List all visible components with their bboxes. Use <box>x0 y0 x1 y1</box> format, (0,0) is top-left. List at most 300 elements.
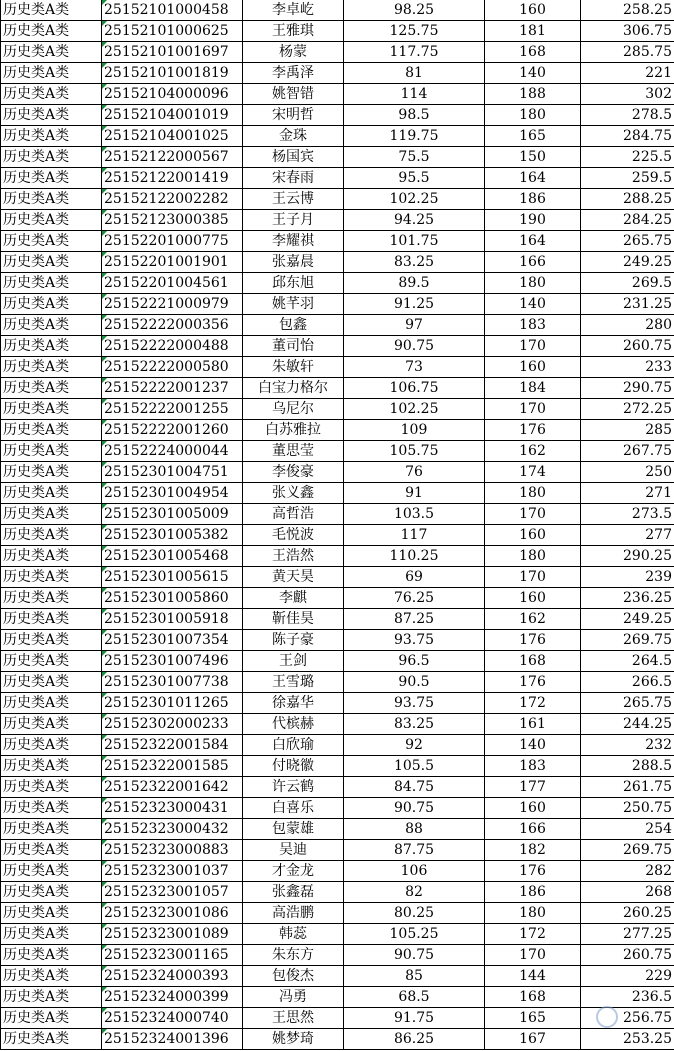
category-cell[interactable]: 历史类A类 <box>1 483 102 504</box>
name-cell[interactable]: 邱东旭 <box>243 273 344 294</box>
total-cell[interactable]: 232 <box>581 735 674 756</box>
name-cell[interactable]: 高浩鹏 <box>243 903 344 924</box>
category-cell[interactable]: 历史类A类 <box>1 819 102 840</box>
name-cell[interactable]: 姚芊羽 <box>243 294 344 315</box>
exam-id-cell[interactable]: 25152301005615 <box>102 567 243 588</box>
total-cell[interactable]: 249.25 <box>581 609 674 630</box>
total-cell[interactable]: 249.25 <box>581 252 674 273</box>
category-cell[interactable]: 历史类A类 <box>1 861 102 882</box>
score-cell[interactable]: 98.25 <box>344 0 485 21</box>
score-cell[interactable]: 91.25 <box>344 294 485 315</box>
name-cell[interactable]: 白欣瑜 <box>243 735 344 756</box>
total-cell[interactable]: 285 <box>581 420 674 441</box>
exam-id-cell[interactable]: 25152322001642 <box>102 777 243 798</box>
total-cell[interactable]: 290.25 <box>581 546 674 567</box>
name-cell[interactable]: 陈子豪 <box>243 630 344 651</box>
score-cell[interactable]: 76 <box>344 462 485 483</box>
bonus-cell[interactable]: 168 <box>485 987 581 1008</box>
total-cell[interactable]: 260.75 <box>581 336 674 357</box>
bonus-cell[interactable]: 160 <box>485 357 581 378</box>
bonus-cell[interactable]: 182 <box>485 840 581 861</box>
score-cell[interactable]: 102.25 <box>344 399 485 420</box>
score-cell[interactable]: 87.75 <box>344 840 485 861</box>
bonus-cell[interactable]: 186 <box>485 189 581 210</box>
exam-id-cell[interactable]: 25152301005382 <box>102 525 243 546</box>
total-cell[interactable]: 285.75 <box>581 42 674 63</box>
name-cell[interactable]: 冯勇 <box>243 987 344 1008</box>
category-cell[interactable]: 历史类A类 <box>1 546 102 567</box>
score-cell[interactable]: 110.25 <box>344 546 485 567</box>
name-cell[interactable]: 白苏雅拉 <box>243 420 344 441</box>
score-cell[interactable]: 90.75 <box>344 798 485 819</box>
bonus-cell[interactable]: 176 <box>485 630 581 651</box>
exam-id-cell[interactable]: 25152301004954 <box>102 483 243 504</box>
total-cell[interactable]: 221 <box>581 63 674 84</box>
total-cell[interactable]: 236.5 <box>581 987 674 1008</box>
bonus-cell[interactable]: 150 <box>485 147 581 168</box>
name-cell[interactable]: 乌尼尔 <box>243 399 344 420</box>
name-cell[interactable]: 王雪璐 <box>243 672 344 693</box>
name-cell[interactable]: 金珠 <box>243 126 344 147</box>
total-cell[interactable]: 269.75 <box>581 840 674 861</box>
total-cell[interactable]: 269.75 <box>581 630 674 651</box>
score-cell[interactable]: 68.5 <box>344 987 485 1008</box>
category-cell[interactable]: 历史类A类 <box>1 525 102 546</box>
bonus-cell[interactable]: 166 <box>485 252 581 273</box>
name-cell[interactable]: 王子月 <box>243 210 344 231</box>
total-cell[interactable]: 290.75 <box>581 378 674 399</box>
score-cell[interactable]: 85 <box>344 966 485 987</box>
score-cell[interactable]: 117.75 <box>344 42 485 63</box>
total-cell[interactable]: 266.5 <box>581 672 674 693</box>
name-cell[interactable]: 张嘉晨 <box>243 252 344 273</box>
bonus-cell[interactable]: 181 <box>485 21 581 42</box>
total-cell[interactable]: 231.25 <box>581 294 674 315</box>
score-cell[interactable]: 82 <box>344 882 485 903</box>
score-cell[interactable]: 93.75 <box>344 693 485 714</box>
total-cell[interactable]: 260.25 <box>581 903 674 924</box>
category-cell[interactable]: 历史类A类 <box>1 210 102 231</box>
bonus-cell[interactable]: 183 <box>485 756 581 777</box>
score-cell[interactable]: 88 <box>344 819 485 840</box>
score-cell[interactable]: 125.75 <box>344 21 485 42</box>
bonus-cell[interactable]: 165 <box>485 126 581 147</box>
exam-id-cell[interactable]: 25152324000399 <box>102 987 243 1008</box>
exam-id-cell[interactable]: 25152122002282 <box>102 189 243 210</box>
total-cell[interactable]: 256.75 <box>581 1008 674 1029</box>
bonus-cell[interactable]: 164 <box>485 168 581 189</box>
category-cell[interactable]: 历史类A类 <box>1 399 102 420</box>
total-cell[interactable]: 284.75 <box>581 126 674 147</box>
name-cell[interactable]: 包鑫 <box>243 315 344 336</box>
score-cell[interactable]: 94.25 <box>344 210 485 231</box>
bonus-cell[interactable]: 172 <box>485 924 581 945</box>
name-cell[interactable]: 王雅琪 <box>243 21 344 42</box>
bonus-cell[interactable]: 180 <box>485 483 581 504</box>
category-cell[interactable]: 历史类A类 <box>1 903 102 924</box>
total-cell[interactable]: 236.25 <box>581 588 674 609</box>
total-cell[interactable]: 282 <box>581 861 674 882</box>
bonus-cell[interactable]: 160 <box>485 588 581 609</box>
name-cell[interactable]: 付晓徽 <box>243 756 344 777</box>
name-cell[interactable]: 王云博 <box>243 189 344 210</box>
total-cell[interactable]: 229 <box>581 966 674 987</box>
name-cell[interactable]: 姚梦琦 <box>243 1029 344 1050</box>
category-cell[interactable]: 历史类A类 <box>1 441 102 462</box>
category-cell[interactable]: 历史类A类 <box>1 672 102 693</box>
total-cell[interactable]: 244.25 <box>581 714 674 735</box>
total-cell[interactable]: 302 <box>581 84 674 105</box>
name-cell[interactable]: 许云鹤 <box>243 777 344 798</box>
exam-id-cell[interactable]: 25152323001037 <box>102 861 243 882</box>
total-cell[interactable]: 268 <box>581 882 674 903</box>
bonus-cell[interactable]: 184 <box>485 378 581 399</box>
score-cell[interactable]: 95.5 <box>344 168 485 189</box>
score-cell[interactable]: 90.75 <box>344 945 485 966</box>
category-cell[interactable]: 历史类A类 <box>1 378 102 399</box>
total-cell[interactable]: 250.75 <box>581 798 674 819</box>
name-cell[interactable]: 包俊杰 <box>243 966 344 987</box>
total-cell[interactable]: 271 <box>581 483 674 504</box>
score-cell[interactable]: 106 <box>344 861 485 882</box>
total-cell[interactable]: 273.5 <box>581 504 674 525</box>
name-cell[interactable]: 韩蕊 <box>243 924 344 945</box>
exam-id-cell[interactable]: 25152323001089 <box>102 924 243 945</box>
total-cell[interactable]: 250 <box>581 462 674 483</box>
bonus-cell[interactable]: 168 <box>485 42 581 63</box>
score-cell[interactable]: 117 <box>344 525 485 546</box>
score-cell[interactable]: 76.25 <box>344 588 485 609</box>
category-cell[interactable]: 历史类A类 <box>1 63 102 84</box>
category-cell[interactable]: 历史类A类 <box>1 84 102 105</box>
bonus-cell[interactable]: 188 <box>485 84 581 105</box>
bonus-cell[interactable]: 162 <box>485 441 581 462</box>
score-cell[interactable]: 103.5 <box>344 504 485 525</box>
category-cell[interactable]: 历史类A类 <box>1 420 102 441</box>
score-cell[interactable]: 90.5 <box>344 672 485 693</box>
name-cell[interactable]: 王浩然 <box>243 546 344 567</box>
total-cell[interactable]: 277.25 <box>581 924 674 945</box>
total-cell[interactable]: 265.75 <box>581 693 674 714</box>
category-cell[interactable]: 历史类A类 <box>1 651 102 672</box>
category-cell[interactable]: 历史类A类 <box>1 252 102 273</box>
score-cell[interactable]: 93.75 <box>344 630 485 651</box>
category-cell[interactable]: 历史类A类 <box>1 168 102 189</box>
category-cell[interactable]: 历史类A类 <box>1 1008 102 1029</box>
exam-id-cell[interactable]: 25152222000580 <box>102 357 243 378</box>
exam-id-cell[interactable]: 25152201001901 <box>102 252 243 273</box>
bonus-cell[interactable]: 161 <box>485 714 581 735</box>
exam-id-cell[interactable]: 25152301007354 <box>102 630 243 651</box>
exam-id-cell[interactable]: 25152322001585 <box>102 756 243 777</box>
bonus-cell[interactable]: 180 <box>485 546 581 567</box>
bonus-cell[interactable]: 160 <box>485 525 581 546</box>
exam-id-cell[interactable]: 25152122000567 <box>102 147 243 168</box>
score-cell[interactable]: 75.5 <box>344 147 485 168</box>
name-cell[interactable]: 姚智错 <box>243 84 344 105</box>
exam-id-cell[interactable]: 25152222000488 <box>102 336 243 357</box>
exam-id-cell[interactable]: 25152323001165 <box>102 945 243 966</box>
score-cell[interactable]: 114 <box>344 84 485 105</box>
total-cell[interactable]: 264.5 <box>581 651 674 672</box>
score-cell[interactable]: 105.75 <box>344 441 485 462</box>
exam-id-cell[interactable]: 25152301011265 <box>102 693 243 714</box>
category-cell[interactable]: 历史类A类 <box>1 504 102 525</box>
category-cell[interactable]: 历史类A类 <box>1 966 102 987</box>
category-cell[interactable]: 历史类A类 <box>1 798 102 819</box>
exam-id-cell[interactable]: 25152323000883 <box>102 840 243 861</box>
score-cell[interactable]: 91 <box>344 483 485 504</box>
bonus-cell[interactable]: 170 <box>485 567 581 588</box>
exam-id-cell[interactable]: 25152222000356 <box>102 315 243 336</box>
exam-id-cell[interactable]: 25152104001019 <box>102 105 243 126</box>
score-cell[interactable]: 98.5 <box>344 105 485 126</box>
name-cell[interactable]: 杨国宾 <box>243 147 344 168</box>
exam-id-cell[interactable]: 25152104001025 <box>102 126 243 147</box>
exam-id-cell[interactable]: 25152301005918 <box>102 609 243 630</box>
bonus-cell[interactable]: 183 <box>485 315 581 336</box>
bonus-cell[interactable]: 167 <box>485 1029 581 1050</box>
category-cell[interactable]: 历史类A类 <box>1 588 102 609</box>
name-cell[interactable]: 朱东方 <box>243 945 344 966</box>
score-cell[interactable]: 96.5 <box>344 651 485 672</box>
name-cell[interactable]: 李耀祺 <box>243 231 344 252</box>
category-cell[interactable]: 历史类A类 <box>1 735 102 756</box>
category-cell[interactable]: 历史类A类 <box>1 609 102 630</box>
category-cell[interactable]: 历史类A类 <box>1 840 102 861</box>
bonus-cell[interactable]: 140 <box>485 735 581 756</box>
bonus-cell[interactable]: 160 <box>485 798 581 819</box>
category-cell[interactable]: 历史类A类 <box>1 630 102 651</box>
exam-id-cell[interactable]: 25152323000432 <box>102 819 243 840</box>
category-cell[interactable]: 历史类A类 <box>1 924 102 945</box>
exam-id-cell[interactable]: 25152122001419 <box>102 168 243 189</box>
category-cell[interactable]: 历史类A类 <box>1 0 102 21</box>
total-cell[interactable]: 233 <box>581 357 674 378</box>
category-cell[interactable]: 历史类A类 <box>1 315 102 336</box>
exam-id-cell[interactable]: 25152222001237 <box>102 378 243 399</box>
score-cell[interactable]: 84.75 <box>344 777 485 798</box>
bonus-cell[interactable]: 180 <box>485 903 581 924</box>
name-cell[interactable]: 黄天昊 <box>243 567 344 588</box>
name-cell[interactable]: 白宝力格尔 <box>243 378 344 399</box>
category-cell[interactable]: 历史类A类 <box>1 714 102 735</box>
bonus-cell[interactable]: 168 <box>485 651 581 672</box>
name-cell[interactable]: 李禹泽 <box>243 63 344 84</box>
name-cell[interactable]: 杨蒙 <box>243 42 344 63</box>
exam-id-cell[interactable]: 25152221000979 <box>102 294 243 315</box>
name-cell[interactable]: 李俊豪 <box>243 462 344 483</box>
exam-id-cell[interactable]: 25152301007738 <box>102 672 243 693</box>
exam-id-cell[interactable]: 25152324001396 <box>102 1029 243 1050</box>
total-cell[interactable]: 258.25 <box>581 0 674 21</box>
total-cell[interactable]: 267.75 <box>581 441 674 462</box>
exam-id-cell[interactable]: 25152201004561 <box>102 273 243 294</box>
bonus-cell[interactable]: 140 <box>485 294 581 315</box>
exam-id-cell[interactable]: 25152301004751 <box>102 462 243 483</box>
exam-id-cell[interactable]: 25152101000458 <box>102 0 243 21</box>
name-cell[interactable]: 宋春雨 <box>243 168 344 189</box>
score-cell[interactable]: 109 <box>344 420 485 441</box>
bonus-cell[interactable]: 140 <box>485 63 581 84</box>
bonus-cell[interactable]: 177 <box>485 777 581 798</box>
total-cell[interactable]: 288.25 <box>581 189 674 210</box>
exam-id-cell[interactable]: 25152104000096 <box>102 84 243 105</box>
score-cell[interactable]: 101.75 <box>344 231 485 252</box>
category-cell[interactable]: 历史类A类 <box>1 567 102 588</box>
exam-id-cell[interactable]: 25152322001584 <box>102 735 243 756</box>
bonus-cell[interactable]: 160 <box>485 0 581 21</box>
bonus-cell[interactable]: 165 <box>485 1008 581 1029</box>
score-cell[interactable]: 105.5 <box>344 756 485 777</box>
name-cell[interactable]: 李麒 <box>243 588 344 609</box>
bonus-cell[interactable]: 144 <box>485 966 581 987</box>
name-cell[interactable]: 徐嘉华 <box>243 693 344 714</box>
category-cell[interactable]: 历史类A类 <box>1 126 102 147</box>
category-cell[interactable]: 历史类A类 <box>1 462 102 483</box>
total-cell[interactable]: 280 <box>581 315 674 336</box>
bonus-cell[interactable]: 170 <box>485 336 581 357</box>
score-cell[interactable]: 92 <box>344 735 485 756</box>
bonus-cell[interactable]: 180 <box>485 273 581 294</box>
score-cell[interactable]: 105.25 <box>344 924 485 945</box>
score-cell[interactable]: 81 <box>344 63 485 84</box>
total-cell[interactable]: 278.5 <box>581 105 674 126</box>
total-cell[interactable]: 253.25 <box>581 1029 674 1050</box>
total-cell[interactable]: 269.5 <box>581 273 674 294</box>
exam-id-cell[interactable]: 25152323001057 <box>102 882 243 903</box>
name-cell[interactable]: 靳佳昊 <box>243 609 344 630</box>
score-cell[interactable]: 119.75 <box>344 126 485 147</box>
bonus-cell[interactable]: 170 <box>485 399 581 420</box>
category-cell[interactable]: 历史类A类 <box>1 231 102 252</box>
score-cell[interactable]: 89.5 <box>344 273 485 294</box>
name-cell[interactable]: 才金龙 <box>243 861 344 882</box>
name-cell[interactable]: 吴迪 <box>243 840 344 861</box>
exam-id-cell[interactable]: 25152101000625 <box>102 21 243 42</box>
exam-id-cell[interactable]: 25152222001255 <box>102 399 243 420</box>
score-cell[interactable]: 91.75 <box>344 1008 485 1029</box>
category-cell[interactable]: 历史类A类 <box>1 294 102 315</box>
category-cell[interactable]: 历史类A类 <box>1 21 102 42</box>
exam-id-cell[interactable]: 25152301007496 <box>102 651 243 672</box>
name-cell[interactable]: 朱敏轩 <box>243 357 344 378</box>
category-cell[interactable]: 历史类A类 <box>1 357 102 378</box>
name-cell[interactable]: 毛悦波 <box>243 525 344 546</box>
exam-id-cell[interactable]: 25152123000385 <box>102 210 243 231</box>
category-cell[interactable]: 历史类A类 <box>1 42 102 63</box>
bonus-cell[interactable]: 162 <box>485 609 581 630</box>
exam-id-cell[interactable]: 25152101001819 <box>102 63 243 84</box>
total-cell[interactable]: 254 <box>581 819 674 840</box>
bonus-cell[interactable]: 170 <box>485 504 581 525</box>
category-cell[interactable]: 历史类A类 <box>1 147 102 168</box>
category-cell[interactable]: 历史类A类 <box>1 945 102 966</box>
exam-id-cell[interactable]: 25152222001260 <box>102 420 243 441</box>
exam-id-cell[interactable]: 25152101001697 <box>102 42 243 63</box>
total-cell[interactable]: 239 <box>581 567 674 588</box>
exam-id-cell[interactable]: 25152323001086 <box>102 903 243 924</box>
bonus-cell[interactable]: 166 <box>485 819 581 840</box>
exam-id-cell[interactable]: 25152301005009 <box>102 504 243 525</box>
name-cell[interactable]: 宋明哲 <box>243 105 344 126</box>
score-cell[interactable]: 83.25 <box>344 252 485 273</box>
score-cell[interactable]: 86.25 <box>344 1029 485 1050</box>
category-cell[interactable]: 历史类A类 <box>1 756 102 777</box>
exam-id-cell[interactable]: 25152302000233 <box>102 714 243 735</box>
bonus-cell[interactable]: 176 <box>485 861 581 882</box>
bonus-cell[interactable]: 180 <box>485 105 581 126</box>
name-cell[interactable]: 张鑫磊 <box>243 882 344 903</box>
name-cell[interactable]: 高哲浩 <box>243 504 344 525</box>
bonus-cell[interactable]: 170 <box>485 945 581 966</box>
exam-id-cell[interactable]: 25152324000740 <box>102 1008 243 1029</box>
total-cell[interactable]: 288.5 <box>581 756 674 777</box>
exam-id-cell[interactable]: 25152301005860 <box>102 588 243 609</box>
total-cell[interactable]: 306.75 <box>581 21 674 42</box>
score-cell[interactable]: 87.25 <box>344 609 485 630</box>
total-cell[interactable]: 259.5 <box>581 168 674 189</box>
name-cell[interactable]: 代槟赫 <box>243 714 344 735</box>
score-cell[interactable]: 102.25 <box>344 189 485 210</box>
exam-id-cell[interactable]: 25152301005468 <box>102 546 243 567</box>
category-cell[interactable]: 历史类A类 <box>1 336 102 357</box>
total-cell[interactable]: 265.75 <box>581 231 674 252</box>
category-cell[interactable]: 历史类A类 <box>1 105 102 126</box>
category-cell[interactable]: 历史类A类 <box>1 987 102 1008</box>
bonus-cell[interactable]: 172 <box>485 693 581 714</box>
bonus-cell[interactable]: 164 <box>485 231 581 252</box>
score-cell[interactable]: 97 <box>344 315 485 336</box>
total-cell[interactable]: 260.75 <box>581 945 674 966</box>
score-cell[interactable]: 83.25 <box>344 714 485 735</box>
category-cell[interactable]: 历史类A类 <box>1 1029 102 1050</box>
bonus-cell[interactable]: 176 <box>485 420 581 441</box>
exam-id-cell[interactable]: 25152324000393 <box>102 966 243 987</box>
name-cell[interactable]: 王剑 <box>243 651 344 672</box>
name-cell[interactable]: 董思莹 <box>243 441 344 462</box>
name-cell[interactable]: 张义鑫 <box>243 483 344 504</box>
bonus-cell[interactable]: 190 <box>485 210 581 231</box>
name-cell[interactable]: 李卓屹 <box>243 0 344 21</box>
category-cell[interactable]: 历史类A类 <box>1 273 102 294</box>
category-cell[interactable]: 历史类A类 <box>1 693 102 714</box>
name-cell[interactable]: 白喜乐 <box>243 798 344 819</box>
total-cell[interactable]: 261.75 <box>581 777 674 798</box>
name-cell[interactable]: 董司怡 <box>243 336 344 357</box>
total-cell[interactable]: 225.5 <box>581 147 674 168</box>
exam-id-cell[interactable]: 25152323000431 <box>102 798 243 819</box>
total-cell[interactable]: 277 <box>581 525 674 546</box>
total-cell[interactable]: 284.25 <box>581 210 674 231</box>
score-cell[interactable]: 106.75 <box>344 378 485 399</box>
exam-id-cell[interactable]: 25152224000044 <box>102 441 243 462</box>
name-cell[interactable]: 包蒙雄 <box>243 819 344 840</box>
total-cell[interactable]: 272.25 <box>581 399 674 420</box>
name-cell[interactable]: 王思然 <box>243 1008 344 1029</box>
score-cell[interactable]: 69 <box>344 567 485 588</box>
exam-id-cell[interactable]: 25152201000775 <box>102 231 243 252</box>
category-cell[interactable]: 历史类A类 <box>1 882 102 903</box>
bonus-cell[interactable]: 186 <box>485 882 581 903</box>
bonus-cell[interactable]: 174 <box>485 462 581 483</box>
score-cell[interactable]: 80.25 <box>344 903 485 924</box>
category-cell[interactable]: 历史类A类 <box>1 777 102 798</box>
score-cell[interactable]: 73 <box>344 357 485 378</box>
bonus-cell[interactable]: 176 <box>485 672 581 693</box>
category-cell[interactable]: 历史类A类 <box>1 189 102 210</box>
score-cell[interactable]: 90.75 <box>344 336 485 357</box>
